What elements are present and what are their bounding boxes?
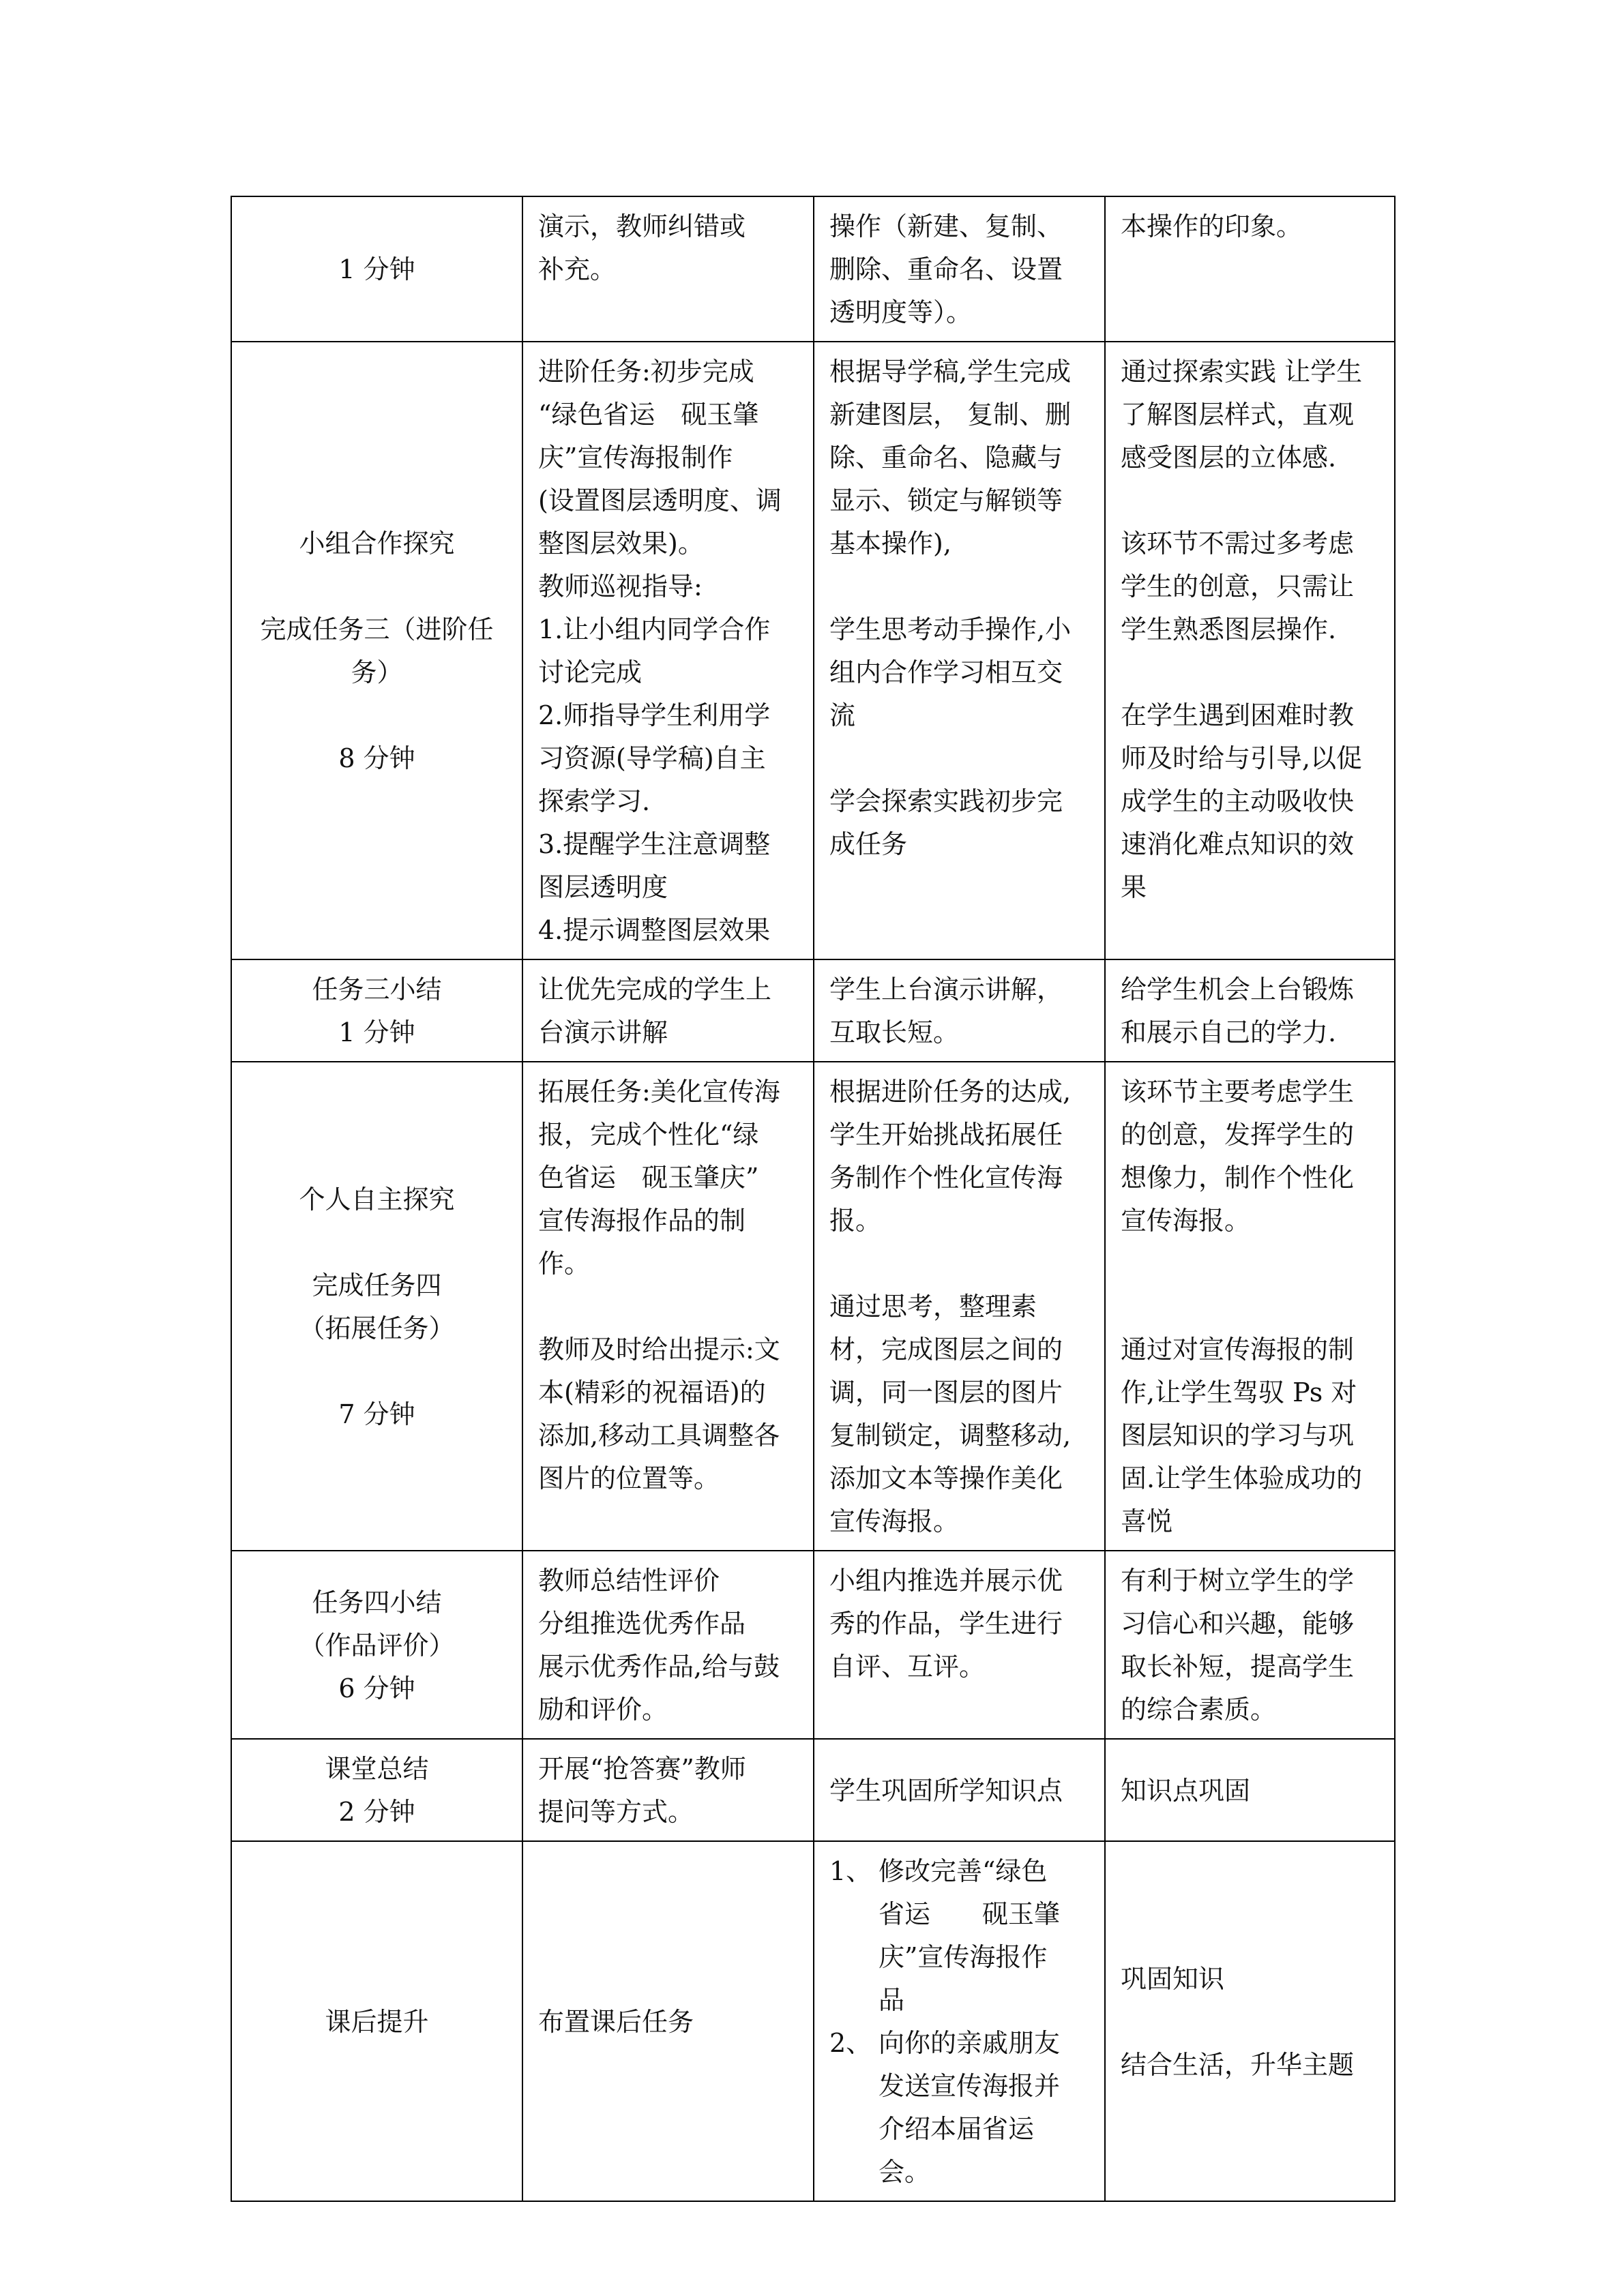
cell-line: 操作（新建、复制、 [829,211,1063,241]
cell-line: 发送宣传海报并 [879,2071,1061,2101]
cell-line: 报。 [829,1206,882,1236]
cell-line: 报，完成个性化“绿 [538,1120,759,1150]
cell-line: 个人自主探究 [299,1184,455,1214]
table-row [231,959,1395,1062]
cell-line: 基本操作), [829,528,951,558]
cell-line: 固.让学生体验成功的 [1121,1463,1363,1493]
cell-line: 果 [1121,872,1147,902]
cell-line: 师及时给与引导,以促 [1121,743,1363,773]
cell-line: 巩固知识 [1121,1963,1225,1994]
cell-line: 图层透明度 [538,872,668,902]
cell-line: 添加文本等操作美化 [829,1463,1063,1493]
cell-line: 探索学习. [538,786,651,816]
ordered-list-item [829,2022,1089,2194]
cell-line: 喜悦 [1121,1506,1173,1536]
cell-line: 成任务 [829,829,908,859]
cell-line: （作品评价） [299,1630,455,1660]
cell-line: 台演示讲解 [538,1017,668,1047]
table-row [231,196,1395,342]
cell-line: 流 [829,700,856,730]
cell-line: 演示，教师纠错或 [538,211,746,241]
cell-line: 给学生机会上台锻炼 [1121,974,1355,1004]
cell-line: 想像力，制作个性化 [1121,1163,1355,1193]
cell-line: 完成任务四 [312,1270,442,1300]
cell-line: 新建图层， 复制、删 [829,400,1072,430]
cell-line: 速消化难点知识的效 [1121,829,1355,859]
cell-line: 会。 [879,2157,931,2187]
phase-cell [231,342,522,959]
cell-line: 通过对宣传海报的制 [1121,1335,1355,1365]
cell-line: (设置图层透明度、调 [538,486,782,516]
cell-line: 讨论完成 [538,657,643,687]
cell-line: 提问等方式。 [538,1797,694,1827]
cell-line: 小组内推选并展示优 [829,1566,1063,1596]
cell-line: 1 分钟 [338,254,415,284]
cell-line: 调，同一图层的图片 [829,1377,1063,1407]
student-activity-cell [814,196,1105,342]
cell-line: 介绍本届省运 [879,2114,1035,2144]
student-activity-cell [814,1062,1105,1551]
cell-line: 教师及时给出提示:文 [538,1335,780,1365]
cell-line: 根据导学稿,学生完成 [829,357,1072,387]
cell-line: 1.让小组内同学合作 [538,614,771,644]
cell-line: 分组推选优秀作品 [538,1609,746,1639]
cell-line: 3.提醒学生注意调整 [538,829,771,859]
cell-line: 7 分钟 [338,1399,415,1429]
cell-line: 除、重命名、隐藏与 [829,443,1063,473]
cell-line: 作。 [538,1249,591,1279]
design-intent-cell [1105,342,1395,959]
table-row [231,1841,1395,2201]
student-activity-cell [814,1551,1105,1739]
cell-line: 励和评价。 [538,1695,668,1725]
cell-line: 教师总结性评价 [538,1566,720,1596]
teacher-activity-cell [522,1551,814,1739]
cell-line: 作,让学生驾驭 Ps 对 [1121,1377,1357,1407]
cell-line: 补充。 [538,254,617,284]
cell-line: 在学生遇到困难时教 [1121,700,1355,730]
design-intent-cell [1105,1841,1395,2201]
teacher-activity-cell [522,1739,814,1841]
cell-line: 小组合作探究 [299,528,455,558]
cell-line: 拓展任务:美化宣传海 [538,1077,780,1107]
cell-line: 习信心和兴趣，能够 [1121,1609,1355,1639]
cell-line: 复制锁定，调整移动, [829,1420,1072,1450]
cell-line: 该环节不需过多考虑 [1121,528,1355,558]
cell-line: 的综合素质。 [1121,1695,1277,1725]
cell-line: 的创意，发挥学生的 [1121,1120,1355,1150]
cell-line: 学会探索实践初步完 [829,786,1063,816]
cell-line: 务制作个性化宣传海 [829,1163,1063,1193]
cell-line: 修改完善“绿色 [879,1856,1048,1886]
cell-line: 省运 砚玉肇 [879,1899,1061,1929]
cell-line: 互取长短。 [829,1017,960,1047]
design-intent-cell [1105,1739,1395,1841]
cell-line: 教师巡视指导: [538,571,703,601]
ordered-list-item [829,1850,1089,2022]
cell-line: （拓展任务） [299,1313,455,1343]
cell-line: 任务四小结 [312,1587,442,1617]
cell-line: 开展“抢答赛”教师 [538,1754,746,1784]
teacher-activity-cell [522,1841,814,2201]
student-activity-cell [814,1841,1105,2201]
cell-line: 务） [351,657,403,687]
design-intent-cell [1105,196,1395,342]
cell-line: 成学生的主动吸收快 [1121,786,1355,816]
teacher-activity-cell [522,959,814,1062]
cell-line: 学生上台演示讲解， [829,974,1063,1004]
table-row [231,342,1395,959]
cell-line: 该环节主要考虑学生 [1121,1077,1355,1107]
cell-line: 透明度等）。 [829,297,973,327]
phase-cell [231,959,522,1062]
cell-line: 显示、锁定与解锁等 [829,486,1063,516]
phase-cell [231,196,522,342]
cell-line: 图片的位置等。 [538,1463,720,1493]
cell-line: 向你的亲戚朋友 [879,2028,1061,2058]
lesson-plan-table [231,196,1396,2202]
cell-line: 进阶任务:初步完成 [538,357,754,387]
cell-line: 4.提示调整图层效果 [538,915,771,945]
cell-line: 让优先完成的学生上 [538,974,772,1004]
cell-line: 学生熟悉图层操作. [1121,614,1337,644]
list-number: 1、 [829,1856,872,1886]
design-intent-cell [1105,1551,1395,1739]
cell-line: 宣传海报。 [1121,1206,1251,1236]
cell-line: 和展示自己的学力. [1121,1017,1337,1047]
cell-line: 1 分钟 [338,1017,415,1047]
teacher-activity-cell [522,1062,814,1551]
phase-cell [231,1551,522,1739]
student-activity-cell [814,1739,1105,1841]
teacher-activity-cell [522,196,814,342]
cell-line: 色省运 砚玉肇庆” [538,1163,759,1193]
cell-line: 2.师指导学生利用学 [538,700,771,730]
cell-line: 课后提升 [325,2006,429,2037]
cell-line: 删除、重命名、设置 [829,254,1063,284]
cell-line: 图层知识的学习与巩 [1121,1420,1355,1450]
cell-line: 布置课后任务 [538,2006,694,2037]
cell-line: 6 分钟 [338,1673,415,1703]
student-activity-cell [814,959,1105,1062]
student-activity-cell [814,342,1105,959]
cell-line: 通过思考，整理素 [829,1292,1037,1322]
cell-line: 整图层效果)。 [538,528,704,558]
cell-line: 本操作的印象。 [1121,211,1303,241]
table-row [231,1739,1395,1841]
table-row [231,1551,1395,1739]
design-intent-cell [1105,1062,1395,1551]
cell-line: 庆”宣传海报制作 [538,443,733,473]
cell-line: 根据进阶任务的达成, [829,1077,1072,1107]
cell-line: 取长补短，提高学生 [1121,1652,1355,1682]
table-row [231,1062,1395,1551]
cell-line: “绿色省运 砚玉肇 [538,400,759,430]
phase-cell [231,1841,522,2201]
cell-line: 秀的作品，学生进行 [829,1609,1063,1639]
cell-line: 完成任务三（进阶任 [260,614,494,644]
cell-line: 学生思考动手操作,小 [829,614,1072,644]
cell-line: 展示优秀作品,给与鼓 [538,1652,780,1682]
cell-line: 宣传海报作品的制 [538,1206,746,1236]
cell-line: 自评、互评。 [829,1652,986,1682]
cell-line: 任务三小结 [312,974,442,1004]
design-intent-cell [1105,959,1395,1062]
cell-line: 习资源(导学稿)自主 [538,743,766,773]
cell-line: 材，完成图层之间的 [829,1335,1063,1365]
teacher-activity-cell [522,342,814,959]
cell-line: 感受图层的立体感. [1121,443,1337,473]
cell-line: 通过探索实践 让学生 [1121,357,1363,387]
cell-line: 组内合作学习相互交 [829,657,1063,687]
cell-line: 课堂总结 [325,1754,429,1784]
cell-line: 学生巩固所学知识点 [829,1775,1063,1806]
cell-line: 品 [879,1985,905,2015]
phase-cell [231,1739,522,1841]
cell-line: 本(精彩的祝福语)的 [538,1377,766,1407]
cell-line: 8 分钟 [338,743,415,773]
cell-line: 知识点巩固 [1121,1775,1251,1806]
cell-line: 学生的创意，只需让 [1121,571,1355,601]
list-number: 2、 [829,2028,872,2058]
cell-line: 2 分钟 [338,1797,415,1827]
cell-line: 了解图层样式，直观 [1121,400,1355,430]
cell-line: 有利于树立学生的学 [1121,1566,1355,1596]
cell-line: 宣传海报。 [829,1506,960,1536]
phase-cell [231,1062,522,1551]
cell-line: 添加,移动工具调整各 [538,1420,780,1450]
cell-line: 学生开始挑战拓展任 [829,1120,1063,1150]
cell-line: 结合生活，升华主题 [1121,2049,1355,2080]
cell-line: 庆”宣传海报作 [879,1942,1048,1972]
